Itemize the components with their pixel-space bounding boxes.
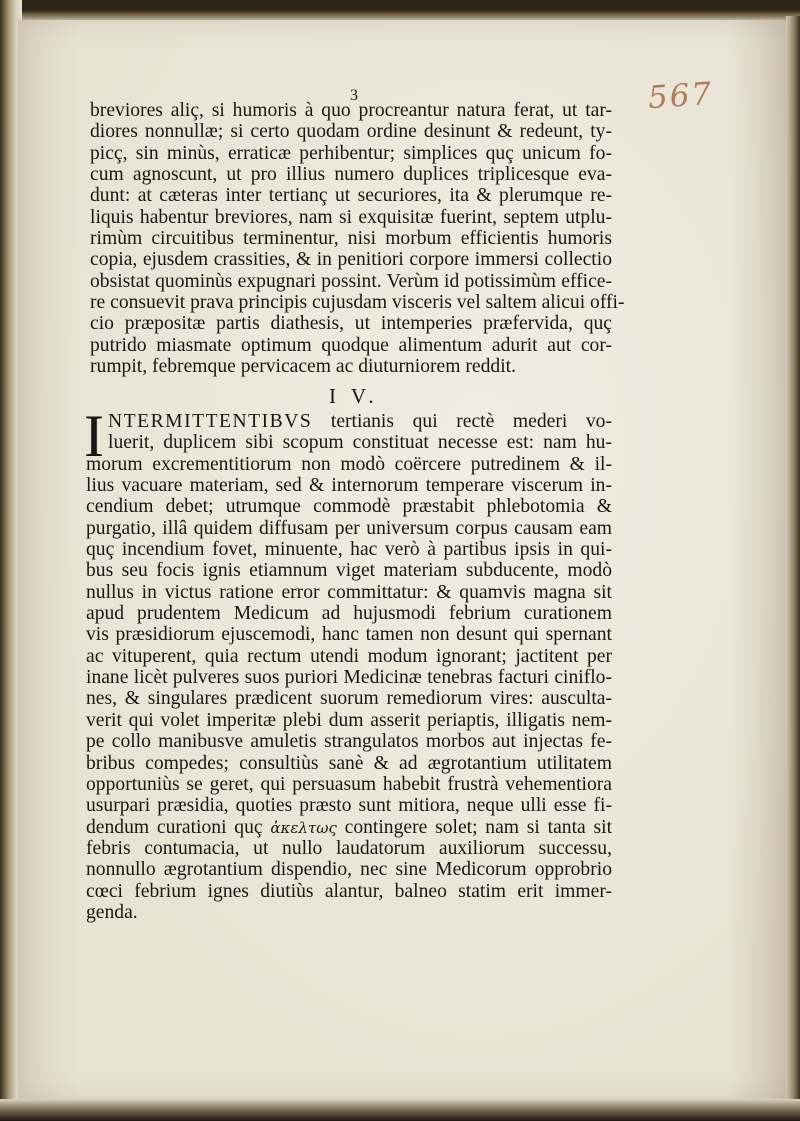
opening-rest: tertianis qui rectè mederi vo- [330,411,613,432]
text-line: genda. [86,901,138,923]
text-line: cum agnoscunt, ut pro illius numero duplices triplicesque eva- [90,164,612,186]
text-line: inane licèt pulveres suos puriori Medicinæ tenebras facturi ciniflo- [86,667,612,689]
text-line: copia, ejusdem crassities, & in penitiori corpore immersi collectio [90,249,612,271]
text-line: putrido miasmate optimum quodque alimentum adurit aut cor- [90,334,612,356]
text-line: rimùm circuitibus terminentur, nisi morbum efficientis humoris [90,228,612,250]
text-line-first [86,411,612,432]
handwritten-folio-number: 567 [646,75,715,117]
text-line: apud prudentem Medicum ad hujusmodi febrium curationem [86,603,612,625]
greek-line-before: dendum curationi quç [86,816,263,838]
text-line: cio præpositæ partis diathesis, ut intemperies præfervida, quç [90,313,612,335]
text-line: verit qui volet imperitæ plebi dum asserit periaptis, illigatis nem- [86,709,612,731]
text-line: febris contumacia, ut nullo laudatorum auxiliorum successu, [86,837,612,859]
page-edge-bottom [0,1099,800,1121]
text-line: dunt: at cæteras inter tertianç ut securiores, ita & plerumque re- [90,185,612,207]
text-line: re consuevit prava principis cujusdam visceris vel saltem alicui offi- [90,292,625,314]
text-line: rumpit, febremque pervicacem ac diuturniorem reddit. [90,356,516,378]
text-line: vis præsidiorum ejuscemodi, hanc tamen non desunt qui spernant [86,624,612,646]
text-line: luerit, duplicem sibi scopum constituat necesse est: nam hu- [108,432,612,454]
text-line-greek [86,817,612,838]
text-line: ac vituperent, quia rectum utendi modum ignorant; jactitent per [86,645,612,667]
section-heading: I V. [329,384,379,408]
text-line: usurpari præsidia, quoties præsto sunt mitiora, neque ulli esse fi- [86,795,612,817]
printed-page-number: 3 [350,87,358,104]
text-line: nonnullo ægrotantium dispendio, nec sine Medicorum opprobrio [86,859,612,881]
text-line: picç, sin minùs, erraticæ perhibentur; simplices quç unicum fo- [90,142,612,164]
page-edge-right [786,16,800,1121]
text-line: quç incendium fovet, minuente, hac verò à partibus ipsis in qui- [86,539,612,561]
text-line: opportuniùs se geret, qui persuasum habebit frustrà vehementiora [86,773,612,795]
greek-line-after: contingere solet; nam si tanta sit [344,816,613,838]
text-line: liquis habentur breviores, nam si exquisitæ fuerint, septem utplu- [90,206,612,228]
text-line: nullus in victus ratione error committatur: & quamvis magna sit [86,581,612,603]
text-line: lius vacuare materiam, sed & internorum temperare viscerum in- [86,475,612,497]
text-line: cœci febrium ignes diutiùs alantur, balneo statim erit immer- [86,880,612,902]
text-line: morum excrementitiorum non modò coërcere putredinem & il- [86,453,612,475]
text-line: obsistat quominùs expugnari possint. Verùm id potissimùm effice- [90,270,612,292]
text-line: purgatio, illâ quidem diffusam per universum corpus causam eam [86,517,612,539]
text-line: nes, & singulares prædicent suorum remediorum vires: ausculta- [86,688,612,710]
text-line: pe collo manibusve amuletis strangulatos morbos aut injectas fe- [86,731,612,753]
opening-caps: NTERMITTENTIBVS [108,411,313,432]
drop-cap: I [84,403,104,469]
greek-word: ἀκελτως [270,818,337,837]
text-line: cendium debet; utrumque commodè præstabit phlebotomia & [86,496,612,518]
paragraph-continued [90,100,625,378]
text-line: bribus compedes; consultiùs sanè & ad ægrotantium utilitatem [86,752,612,774]
text-line: breviores aliç, si humoris à quo procreantur natura ferat, ut tar- [90,100,612,121]
text-line: bus seu focis ignis etiamnum viget materiam subducente, modò [86,560,612,582]
paragraph-section-iv [86,411,612,923]
text-line: diores nonnullæ; si certo quodam ordine desinunt & redeunt, ty- [90,121,612,143]
